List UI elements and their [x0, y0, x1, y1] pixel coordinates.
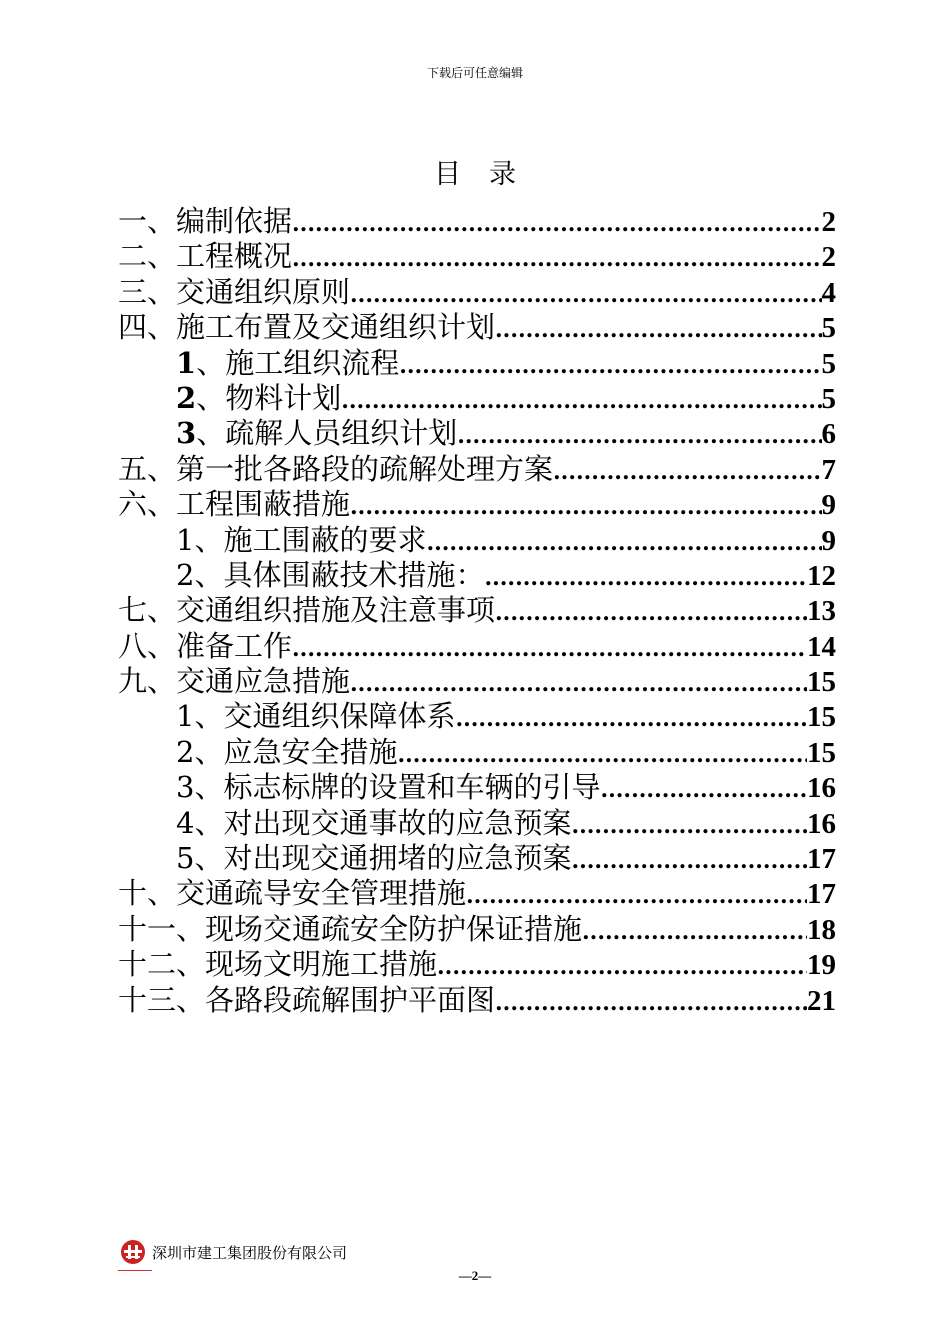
toc-leader-dots: [426, 523, 821, 558]
toc-entry-label: 1、施工围蔽的要求: [176, 522, 427, 557]
toc-entry-label: 十三、各路段疏解围护平面图: [118, 982, 496, 1017]
toc-leader-dots: [350, 275, 821, 310]
toc-entry-page: 15: [807, 701, 836, 734]
toc-entry-page: 16: [807, 772, 836, 805]
toc-entry-page: 2: [821, 206, 836, 238]
toc-entry[interactable]: [118, 629, 836, 664]
toc-leader-dots: [582, 912, 807, 947]
toc-entry[interactable]: [118, 841, 836, 876]
toc-entry-label: 5、对出现交通拥堵的应急预案: [176, 841, 572, 876]
header-note: 下载后可任意编辑: [426, 66, 523, 80]
company-logo-icon: [120, 1239, 146, 1265]
toc-entry-page: 15: [807, 666, 836, 699]
toc-entry[interactable]: [118, 452, 836, 487]
toc-entry-page: 14: [807, 630, 836, 663]
toc-entry-page: 5: [821, 347, 836, 380]
toc-entry-label: 十一、现场交通疏安全防护保证措施: [118, 911, 583, 946]
toc-entry-page: 19: [807, 949, 836, 982]
toc-entry-label: 三、交通组织原则: [118, 274, 351, 309]
toc-entry[interactable]: [118, 770, 836, 805]
toc-entry-label: 2、应急安全措施: [176, 734, 398, 769]
toc-leader-dots: [553, 452, 821, 487]
toc-leader-dots: [399, 346, 821, 381]
toc-leader-dots: [292, 204, 821, 239]
toc-entry-label: 九、交通应急措施: [118, 664, 351, 699]
page-number: —2—: [458, 1268, 492, 1283]
toc-entry-label: 1、施工组织流程: [176, 345, 400, 380]
toc-entry[interactable]: [118, 416, 836, 451]
toc-entry[interactable]: [118, 204, 836, 239]
toc-leader-dots: [397, 735, 807, 770]
toc-entry-page: 5: [821, 312, 836, 345]
toc-leader-dots: [600, 770, 807, 805]
toc-leader-dots: [350, 664, 807, 699]
toc-leader-dots: [292, 239, 821, 274]
toc-leader-dots: [495, 310, 821, 345]
toc-entry[interactable]: [118, 912, 836, 947]
toc-leader-dots: [457, 416, 821, 451]
toc-entry-page: 7: [821, 453, 836, 486]
toc-leader-dots: [571, 806, 807, 841]
toc-entry-page: 5: [821, 382, 836, 415]
toc-entry[interactable]: [118, 239, 836, 274]
toc-entry-label: 4、对出现交通事故的应急预案: [176, 805, 572, 840]
toc-entry[interactable]: [118, 947, 836, 982]
toc-leader-dots: [437, 947, 807, 982]
table-of-contents: [118, 204, 836, 1018]
toc-entry-label: 五、第一批各路段的疏解处理方案: [118, 451, 554, 486]
toc-leader-dots: [292, 629, 807, 664]
toc-entry[interactable]: [118, 735, 836, 770]
toc-entry[interactable]: [118, 806, 836, 841]
toc-entry-page: 4: [821, 276, 836, 309]
toc-leader-dots: [495, 593, 807, 628]
toc-entry-label: 四、施工布置及交通组织计划: [118, 310, 496, 345]
company-name: 深圳市建工集团股份有限公司: [152, 1243, 348, 1262]
toc-entry[interactable]: [118, 346, 836, 381]
toc-entry-page: 18: [807, 913, 836, 946]
toc-entry-page: 16: [807, 807, 836, 840]
toc-entry-page: 13: [807, 595, 836, 628]
toc-entry-page: 12: [807, 559, 836, 592]
toc-entry[interactable]: [118, 381, 836, 416]
toc-entry-label: 一、编制依据: [118, 204, 293, 238]
toc-leader-dots: [341, 381, 821, 416]
toc-entry-page: 2: [821, 241, 836, 274]
toc-entry[interactable]: [118, 593, 836, 628]
toc-entry-page: 9: [821, 489, 836, 522]
toc-entry-label: 十二、现场文明施工措施: [118, 947, 438, 982]
toc-entry-label: 2、物料计划: [176, 380, 342, 415]
toc-title: 目录: [434, 159, 544, 190]
toc-entry[interactable]: [118, 876, 836, 911]
toc-entry-label: 七、交通组织措施及注意事项: [118, 593, 496, 628]
toc-entry-page: 9: [821, 524, 836, 557]
toc-entry-label: 八、准备工作: [118, 628, 293, 663]
toc-entry-page: 15: [807, 736, 836, 769]
toc-entry-label: 1、交通组织保障体系: [176, 699, 456, 734]
toc-entry-label: 3、标志标牌的设置和车辆的引导: [176, 770, 601, 805]
toc-entry[interactable]: [118, 275, 836, 310]
toc-entry-page: 6: [821, 418, 836, 451]
toc-entry-label: 3、疏解人员组织计划: [176, 416, 458, 451]
toc-entry[interactable]: [118, 523, 836, 558]
toc-entry[interactable]: [118, 983, 836, 1018]
toc-entry-label: 十、交通疏导安全管理措施: [118, 876, 467, 911]
footer-company: [120, 1237, 347, 1267]
toc-leader-dots: [350, 487, 821, 522]
toc-entry-label: 二、工程概况: [118, 239, 293, 274]
toc-entry[interactable]: [118, 487, 836, 522]
toc-leader-dots: [495, 983, 807, 1018]
toc-leader-dots: [466, 876, 807, 911]
toc-entry-page: 21: [807, 984, 836, 1017]
toc-leader-dots: [484, 558, 807, 593]
toc-entry[interactable]: [118, 310, 836, 345]
toc-entry[interactable]: [118, 558, 836, 593]
toc-leader-dots: [571, 841, 807, 876]
toc-entry-label: 2、具体围蔽技术措施：: [176, 557, 485, 592]
toc-entry-page: 17: [807, 878, 836, 911]
toc-leader-dots: [455, 699, 807, 734]
toc-entry-label: 六、工程围蔽措施: [118, 487, 351, 522]
toc-entry[interactable]: [118, 664, 836, 699]
toc-entry-page: 17: [807, 843, 836, 876]
toc-entry[interactable]: [118, 699, 836, 734]
